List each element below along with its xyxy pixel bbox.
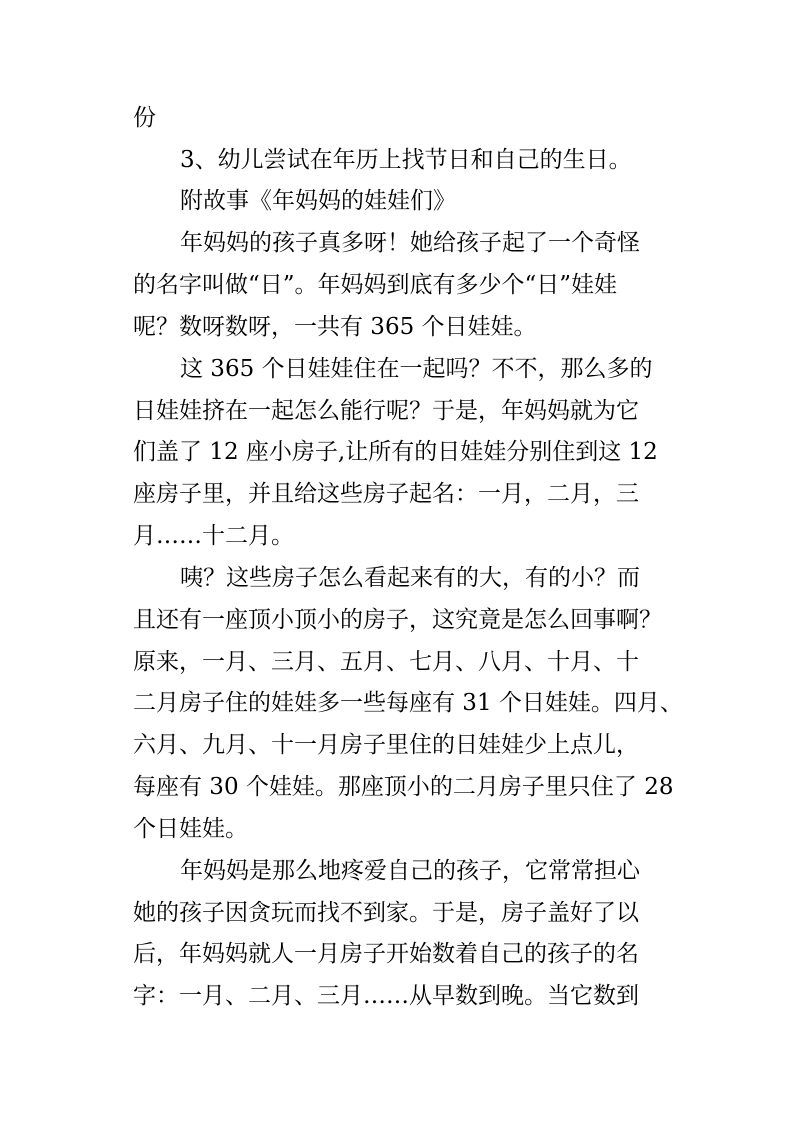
text-line: 个日娃娃。 xyxy=(133,816,248,842)
text-line: 咦？这些房子怎么看起来有的大，有的小？而 xyxy=(180,565,640,591)
text-line: 年妈妈是那么地疼爱自己的孩子，它常常担心 xyxy=(180,858,640,884)
text-line: 的名字叫做“日”。年妈妈到底有多少个“日”娃娃 xyxy=(133,272,618,298)
text-line: 年妈妈的孩子真多呀！她给孩子起了一个奇怪 xyxy=(180,230,640,256)
text-line: 六月、九月、十一月房子里住的日娃娃少上点儿， xyxy=(133,732,639,758)
text-line: 后，年妈妈就人一月房子开始数着自己的孩子的名 xyxy=(133,941,639,967)
text-line: 原来，一月、三月、五月、七月、八月、十月、十 xyxy=(133,649,639,675)
text-line: 每座有 30 个娃娃。那座顶小的二月房子里只住了 28 xyxy=(133,774,674,800)
text-line: 二月房子住的娃娃多一些每座有 31 个日娃娃。四月、 xyxy=(133,690,683,716)
text-line: 字：一月、二月、三月……从早数到晚。当它数到 xyxy=(133,983,639,1009)
text-line: 呢？数呀数呀，一共有 365 个日娃娃。 xyxy=(133,314,537,340)
text-line: 附故事《年妈妈的娃娃们》 xyxy=(180,188,456,214)
text-line: 月……十二月。 xyxy=(133,523,294,549)
text-line: 座房子里，并且给这些房子起名：一月，二月，三 xyxy=(133,481,639,507)
text-line: 她的孩子因贪玩而找不到家。于是，房子盖好了以 xyxy=(133,900,639,926)
text-line: 这 365 个日娃娃住在一起吗？不不，那么多的 xyxy=(180,356,653,382)
text-line: 份 xyxy=(133,105,156,131)
text-line: 且还有一座顶小顶小的房子，这究竟是怎么回事啊？ xyxy=(133,607,662,633)
text-line: 3、幼儿尝试在年历上找节日和自己的生日。 xyxy=(180,147,632,173)
text-line: 们盖了 12 座小房子,让所有的日娃娃分别住到这 12 xyxy=(133,439,658,465)
text-line: 日娃娃挤在一起怎么能行呢？于是，年妈妈就为它 xyxy=(133,398,639,424)
